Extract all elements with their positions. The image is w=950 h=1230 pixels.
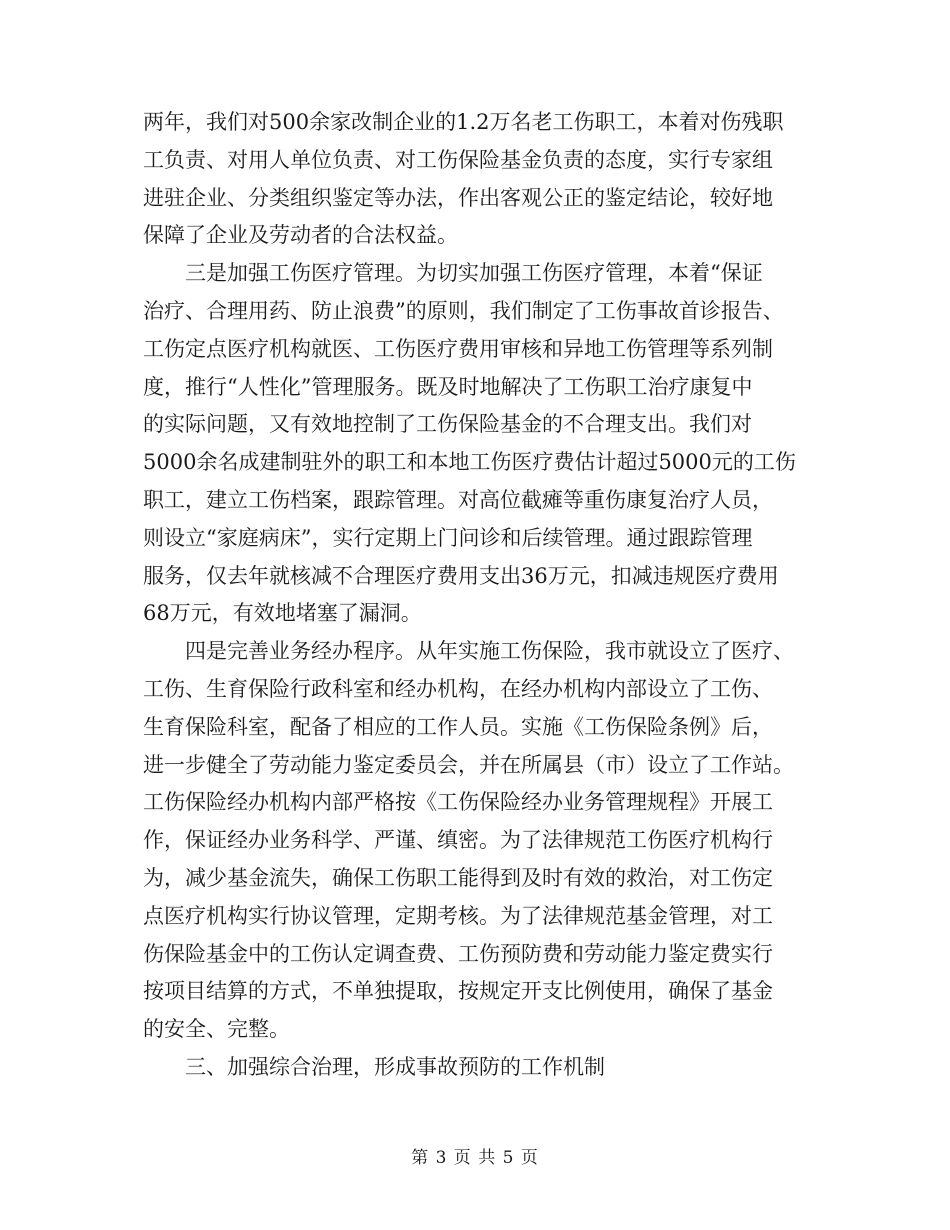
text-line: 进驻企业、分类组织鉴定等办法，作出客观公正的鉴定结论，较好地 — [143, 185, 773, 210]
text-line: 职工，建立工伤档案，跟踪管理。对高位截瘫等重伤康复治疗人员， — [143, 487, 773, 512]
text-line: 两年，我们对500余家改制企业的1.2万名老工伤职工，本着对伤残职 — [143, 110, 784, 134]
text-line: 治疗、合理用药、防止浪费”的原则，我们制定了工伤事故首诊报告、 — [143, 298, 784, 323]
text-line: 作，保证经办业务科学、严谨、缜密。为了法律规范工伤医疗机构行 — [143, 828, 773, 853]
text-line: 68万元，有效地堵塞了漏洞。 — [143, 601, 422, 626]
text-line: 服务，仅去年就核减不合理医疗费用支出36万元，扣减违规医疗费用 — [143, 563, 779, 588]
text-line: 保障了企业及劳动者的合法权益。 — [143, 223, 458, 248]
text-line: 5000余名成建制驻外的职工和本地工伤医疗费估计超过5000元的工伤 — [143, 450, 796, 475]
text-line: 生育保险科室，配备了相应的工作人员。实施《工伤保险条例》后， — [143, 714, 773, 739]
text-line: 伤保险基金中的工伤认定调查费、工伤预防费和劳动能力鉴定费实行 — [143, 941, 773, 966]
text-line: 四是完善业务经办程序。从年实施工伤保险，我市就设立了医疗、 — [143, 639, 794, 664]
text-line: 则设立“家庭病床”，实行定期上门问诊和后续管理。通过跟踪管理 — [143, 525, 753, 550]
text-line: 工伤保险经办机构内部严格按《工伤保险经办业务管理规程》开展工 — [143, 790, 773, 815]
text-line: 的实际问题，又有效地控制了工伤保险基金的不合理支出。我们对 — [143, 412, 752, 437]
text-line: 点医疗机构实行协议管理，定期考核。为了法律规范基金管理，对工 — [143, 903, 773, 928]
document-body — [143, 104, 815, 1087]
text-line: 按项目结算的方式，不单独提取，按规定开支比例使用，确保了基金 — [143, 979, 773, 1004]
text-line: 三、加强综合治理，形成事故预防的工作机制 — [143, 1054, 605, 1079]
text-line: 三是加强工伤医疗管理。为切实加强工伤医疗管理，本着“保证 — [143, 261, 763, 286]
text-line: 工伤、生育保险行政科室和经办机构，在经办机构内部设立了工伤、 — [143, 676, 773, 701]
page-footer: 第 3 页 共 5 页 — [411, 1148, 539, 1168]
text-line: 工负责、对用人单位负责、对工伤保险基金负责的态度，实行专家组 — [143, 147, 773, 172]
text-line: 为，减少基金流失，确保工伤职工能得到及时有效的救治，对工伤定 — [143, 865, 773, 890]
text-line: 进一步健全了劳动能力鉴定委员会，并在所属县（市）设立了工作站。 — [143, 752, 794, 777]
text-line: 工伤定点医疗机构就医、工伤医疗费用审核和异地工伤管理等系列制 — [143, 336, 773, 361]
text-line: 的安全、完整。 — [143, 1017, 290, 1042]
text-line: 度，推行“人性化”管理服务。既及时地解决了工伤职工治疗康复中 — [143, 374, 753, 399]
